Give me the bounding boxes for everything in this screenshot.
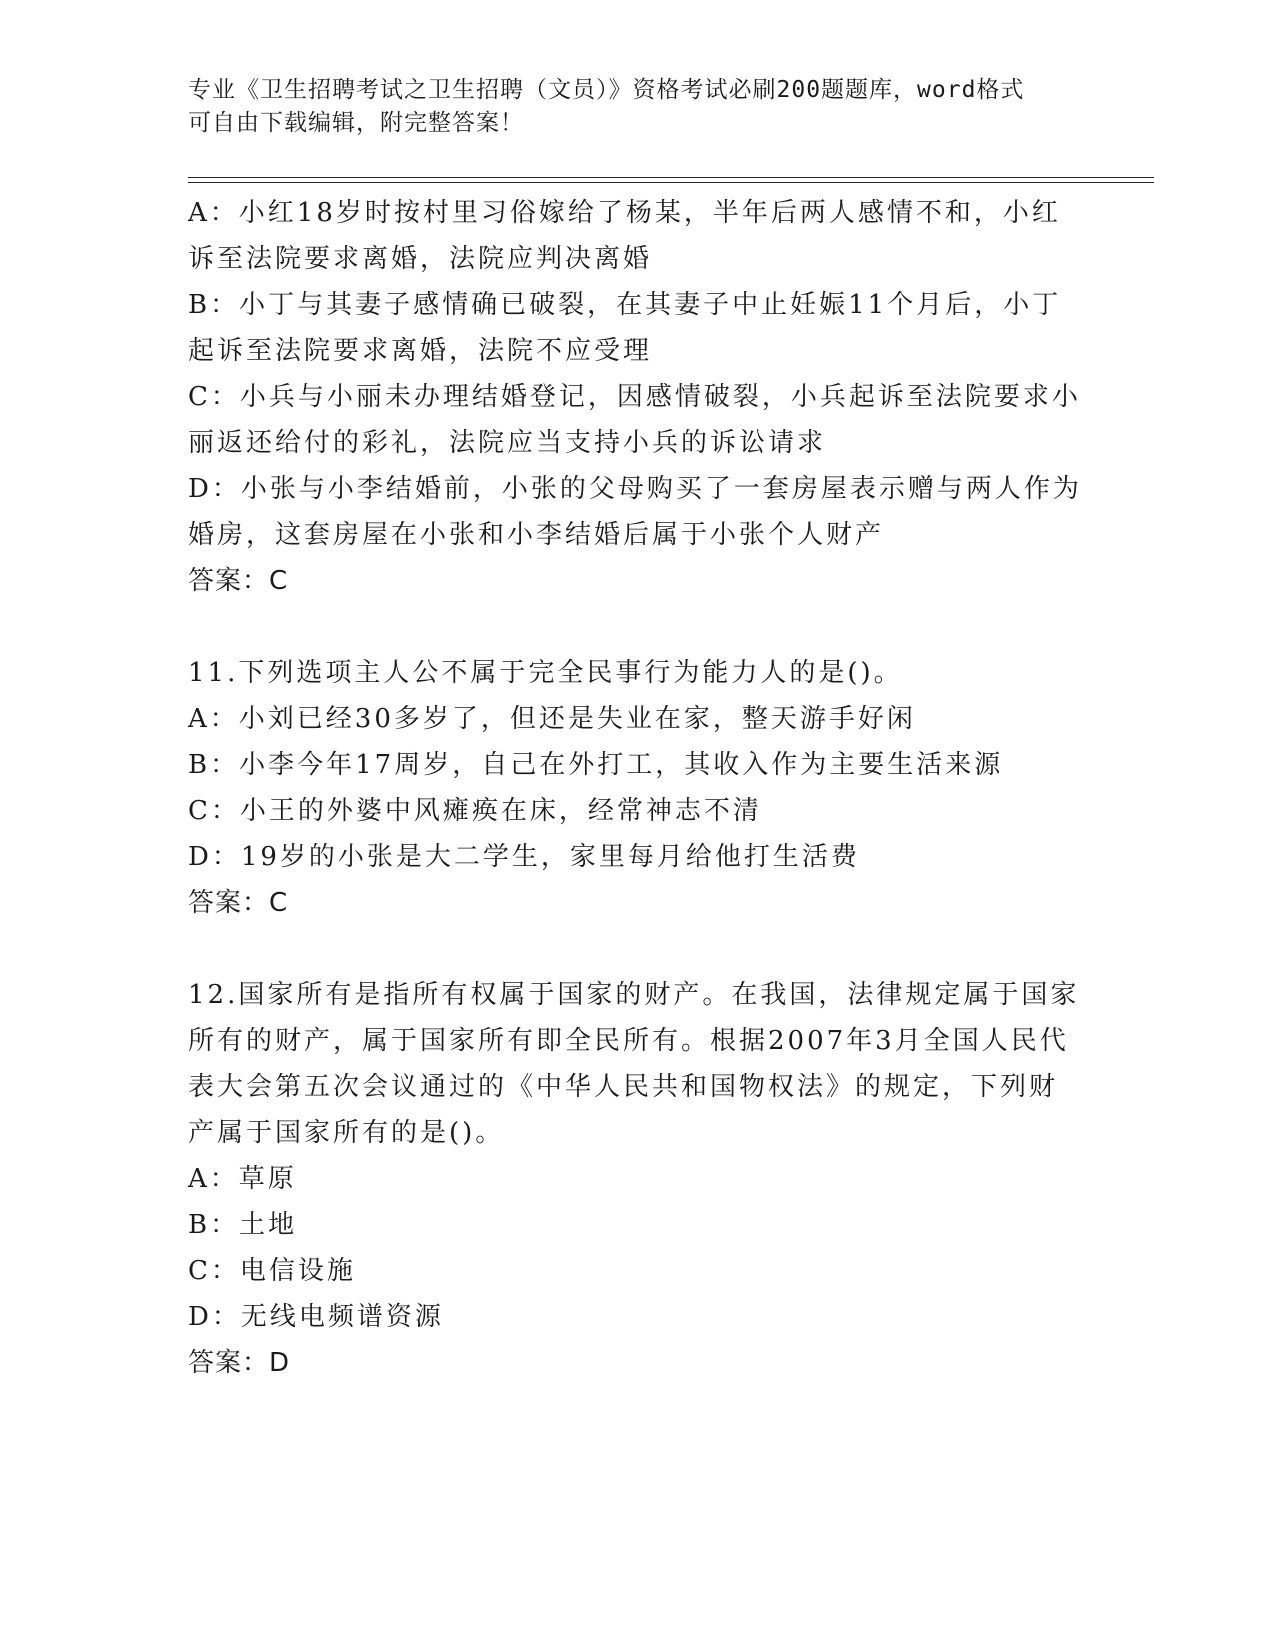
question-10-option-a-line-2: 诉至法院要求离婚，法院应判决离婚: [188, 244, 653, 274]
spacer: [188, 604, 1078, 650]
question-10-option-b-line-2: 起诉至法院要求离婚，法院不应受理: [188, 336, 653, 366]
question-12-option-a: A：草原: [188, 1164, 297, 1194]
question-11-option-d: D：19岁的小张是大二学生，家里每月给他打生活费: [188, 842, 860, 872]
question-11-stem: 11.下列选项主人公不属于完全民事行为能力人的是()。: [188, 658, 903, 688]
document-header: [188, 74, 1068, 140]
question-10-answer: 答案：C: [188, 566, 289, 596]
question-11-option-c: C：小王的外婆中风瘫痪在床，经常神志不清: [188, 796, 762, 826]
question-12-stem-line-2: 所有的财产，属于国家所有即全民所有。根据2007年3月全国人民代: [188, 1026, 1069, 1056]
header-divider-top: [188, 177, 1154, 178]
question-11: [188, 650, 1078, 926]
question-10-option-d-line-1: D：小张与小李结婚前，小张的父母购买了一套房屋表示赠与两人作为: [188, 474, 1082, 504]
question-10-option-c-line-2: 丽返还给付的彩礼，法院应当支持小兵的诉讼请求: [188, 428, 827, 458]
question-11-option-b: B：小李今年17周岁，自己在外打工，其收入作为主要生活来源: [188, 750, 1004, 780]
spacer: [188, 926, 1078, 972]
question-10-option-c-line-1: C：小兵与小丽未办理结婚登记，因感情破裂，小兵起诉至法院要求小: [188, 382, 1081, 412]
question-12-option-d: D：无线电频谱资源: [188, 1302, 444, 1332]
question-12-stem-line-1: 12.国家所有是指所有权属于国家的财产。在我国，法律规定属于国家: [188, 980, 1080, 1010]
question-12: [188, 972, 1078, 1386]
header-divider-bottom: [188, 182, 1154, 183]
question-12-option-b: B：土地: [188, 1210, 298, 1240]
question-12-stem-line-4: 产属于国家所有的是()。: [188, 1118, 505, 1148]
question-12-stem-line-3: 表大会第五次会议通过的《中华人民共和国物权法》的规定，下列财: [188, 1072, 1059, 1102]
question-12-option-c: C：电信设施: [188, 1256, 356, 1286]
question-10-option-d-line-2: 婚房，这套房屋在小张和小李结婚后属于小张个人财产: [188, 520, 885, 550]
question-10-option-a-line-1: A：小红18岁时按村里习俗嫁给了杨某，半年后两人感情不和，小红: [188, 198, 1061, 228]
question-12-answer: 答案：D: [188, 1348, 291, 1378]
question-11-option-a: A：小刘已经30多岁了，但还是失业在家，整天游手好闲: [188, 704, 916, 734]
question-10-options: [188, 190, 1082, 604]
header-line-1: 专业《卫生招聘考试之卫生招聘（文员）》资格考试必刷200题题库，word格式: [188, 77, 1025, 103]
question-11-answer: 答案：C: [188, 888, 289, 918]
header-line-2: 可自由下载编辑，附完整答案！: [188, 110, 524, 136]
question-content: [188, 190, 1082, 1386]
question-10-option-b-line-1: B：小丁与其妻子感情确已破裂，在其妻子中止妊娠11个月后，小丁: [188, 290, 1062, 320]
